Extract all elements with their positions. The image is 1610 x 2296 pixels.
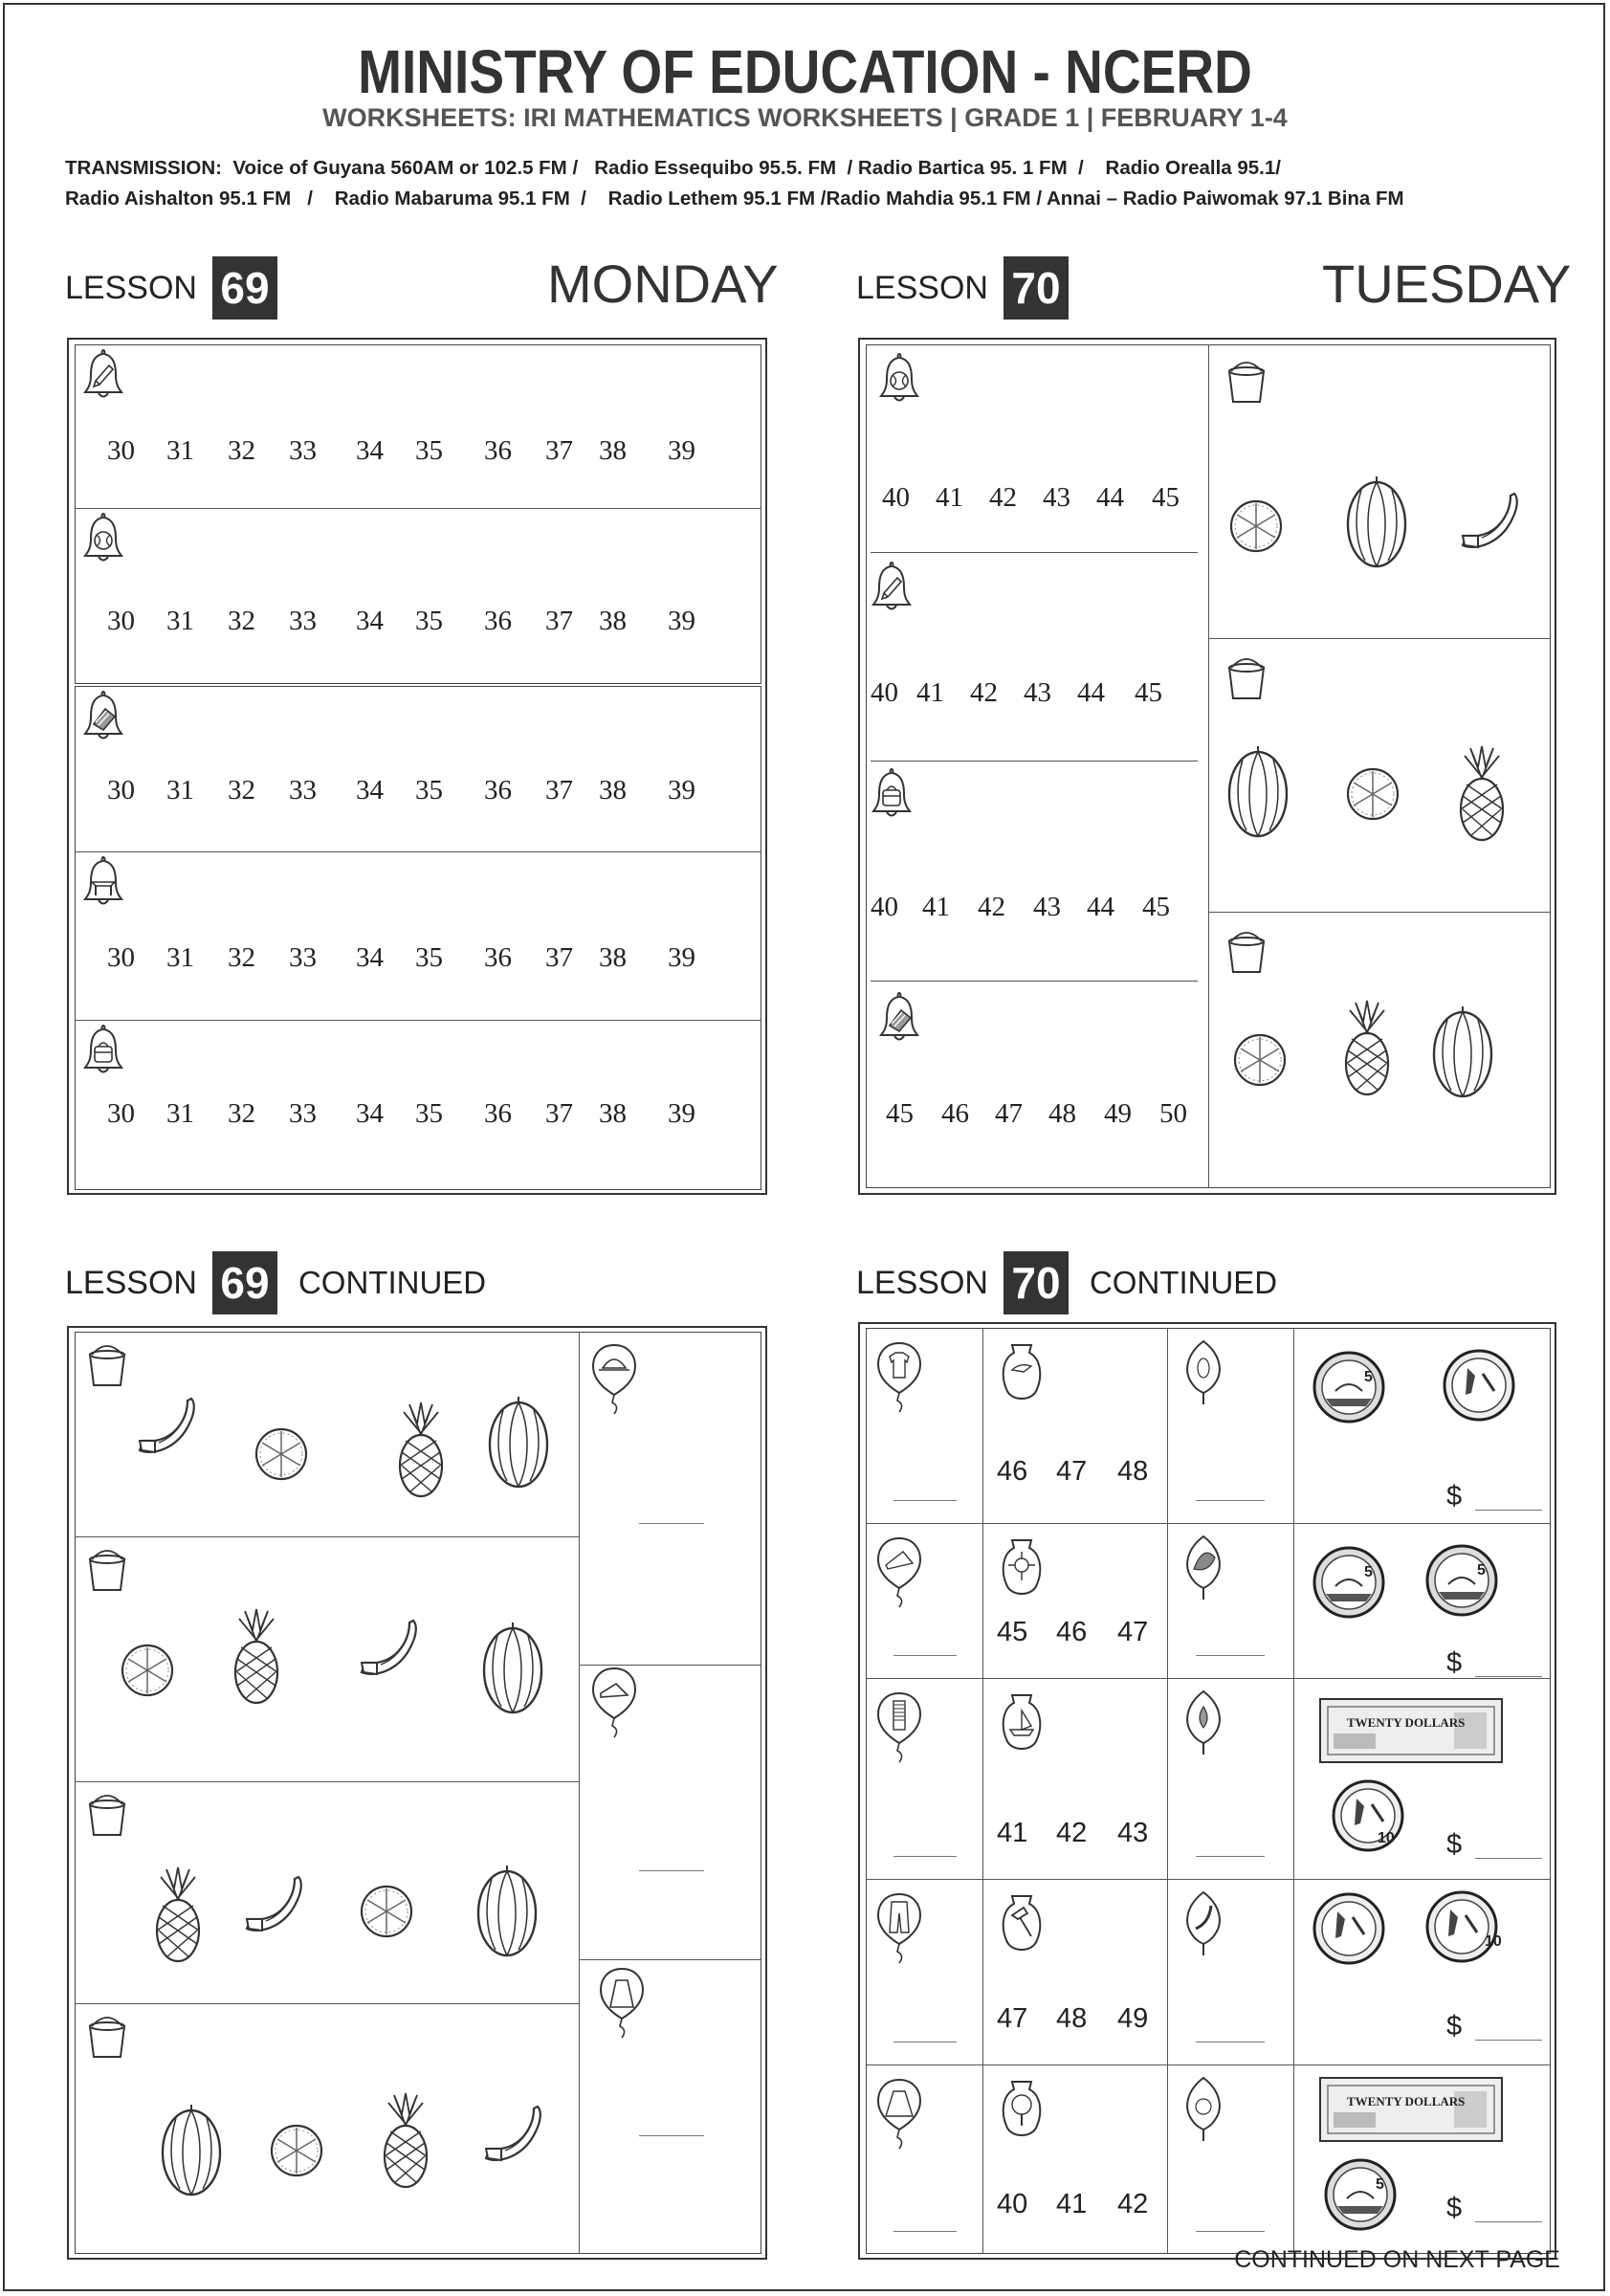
number-choice[interactable]: 33: [289, 942, 317, 973]
answer-blank[interactable]: [1196, 2231, 1265, 2232]
orange-icon: [1231, 501, 1281, 551]
row-divider: [75, 2003, 579, 2004]
balloon-shoe-icon: [876, 1536, 924, 1613]
number-choice[interactable]: 39: [668, 606, 695, 636]
number-choice[interactable]: 39: [668, 1098, 695, 1129]
money-row-2: [1309, 1542, 1538, 1628]
melon-icon: [163, 2105, 220, 2195]
number-choice[interactable]: 41: [1056, 2189, 1088, 2219]
lesson-number: 70: [1003, 1251, 1069, 1314]
banana-icon: [1463, 494, 1517, 547]
coin-rice-harvest: [1314, 1894, 1383, 1963]
number-choice[interactable]: 39: [668, 775, 695, 806]
bucket-icon: [90, 1796, 124, 1835]
leaf-orange-icon: [1180, 2076, 1228, 2145]
money-row-3: [1320, 1699, 1511, 1871]
number-choice[interactable]: 45: [886, 1098, 914, 1129]
coin-value: 10: [1485, 1933, 1502, 1950]
number-choice[interactable]: 45: [1142, 892, 1170, 922]
number-choice[interactable]: 35: [415, 775, 443, 806]
answer-blank[interactable]: [1196, 1856, 1265, 1857]
lesson-label: LESSON: [65, 1264, 197, 1301]
coin-rice-harvest: [1445, 1351, 1513, 1420]
pineapple-icon: [235, 1609, 277, 1703]
number-choice[interactable]: 35: [415, 1098, 443, 1129]
page-subtitle: WORKSHEETS: IRI MATHEMATICS WORKSHEETS | GRADE 1 | FEBRUARY 1-4: [322, 103, 1288, 132]
number-choice[interactable]: 43: [1117, 1818, 1149, 1848]
number-choice[interactable]: 49: [1117, 2003, 1149, 2034]
number-choice[interactable]: 39: [668, 942, 695, 973]
coin-5-dollar: [1314, 1548, 1383, 1617]
number-choice[interactable]: 37: [545, 775, 573, 806]
row-divider: [871, 552, 1198, 553]
number-choice[interactable]: 42: [970, 677, 998, 708]
banana-icon: [140, 1399, 194, 1452]
answer-blank[interactable]: [893, 2231, 957, 2232]
row-divider: [871, 761, 1198, 762]
melon-icon: [478, 1866, 536, 1955]
number-choice[interactable]: 34: [356, 775, 384, 806]
page-title: MINISTRY OF EDUCATION - NCERD: [358, 37, 1252, 106]
lesson-number: 69: [212, 256, 277, 320]
money-row-5: [1320, 2078, 1511, 2250]
note-label: TWENTY DOLLARS: [1347, 1715, 1466, 1730]
coin-value: 5: [1376, 2176, 1384, 2193]
number-choice[interactable]: 36: [484, 942, 512, 973]
number-choice[interactable]: 41: [922, 892, 950, 922]
bell-crayon-icon: [871, 559, 918, 618]
fruit-row-2: [80, 1542, 573, 1777]
column-divider: [982, 1328, 983, 2254]
answer-blank[interactable]: [639, 1870, 704, 1871]
bucket-icon: [90, 2018, 124, 2057]
row-divider: [866, 2064, 1551, 2065]
number-choice[interactable]: 47: [1056, 1456, 1088, 1487]
number-choice[interactable]: 48: [1117, 1456, 1149, 1487]
row-divider: [871, 981, 1198, 982]
column-divider: [1167, 1328, 1168, 2254]
number-choice[interactable]: 31: [166, 942, 194, 973]
number-choice[interactable]: 37: [545, 1098, 573, 1129]
fruit-row-3: [80, 1787, 573, 1999]
melon-icon: [484, 1623, 541, 1712]
balloon-hat-icon: [591, 1343, 649, 1429]
melon-icon: [1229, 746, 1287, 836]
bucket-icon: [1229, 363, 1264, 402]
number-choice[interactable]: 32: [228, 942, 255, 973]
money-answer-blank[interactable]: [1475, 1510, 1542, 1511]
row-divider: [75, 508, 761, 509]
lesson-label: LESSON: [856, 269, 988, 306]
pineapple-icon: [385, 2093, 427, 2187]
orange-icon: [122, 1645, 172, 1695]
bell-ball-icon: [82, 510, 130, 569]
day-tuesday: TUESDAY: [1322, 254, 1572, 314]
number-choice[interactable]: 44: [1096, 482, 1124, 513]
number-choice[interactable]: 44: [1087, 892, 1114, 922]
number-choice[interactable]: 36: [484, 606, 512, 636]
number-choice[interactable]: 47: [995, 1098, 1023, 1129]
row-divider: [75, 1781, 579, 1782]
number-choice[interactable]: 30: [107, 435, 135, 466]
fruit-panel-2: [1220, 651, 1545, 909]
pineapple-icon: [1346, 1001, 1388, 1094]
bucket-icon: [90, 1551, 124, 1590]
number-choice[interactable]: 32: [228, 435, 255, 466]
continued-label: CONTINUED: [298, 1265, 487, 1300]
banana-icon: [362, 1621, 416, 1674]
orange-icon: [272, 2126, 321, 2175]
note-label: TWENTY DOLLARS: [1347, 2094, 1466, 2108]
number-choice[interactable]: 35: [415, 942, 443, 973]
row-divider: [1208, 912, 1551, 913]
number-choice[interactable]: 43: [1024, 677, 1051, 708]
number-choice[interactable]: 31: [166, 775, 194, 806]
number-choice[interactable]: 37: [545, 435, 573, 466]
lesson-69-header: [65, 256, 277, 320]
bucket-icon: [1229, 933, 1264, 972]
number-choice[interactable]: 38: [599, 942, 627, 973]
number-choice[interactable]: 42: [978, 892, 1005, 922]
number-choice[interactable]: 45: [997, 1617, 1028, 1647]
number-choice[interactable]: 36: [484, 435, 512, 466]
number-choice[interactable]: 49: [1104, 1098, 1132, 1129]
dollar-sign: $: [1446, 2193, 1463, 2223]
number-choice[interactable]: 43: [1033, 892, 1061, 922]
pineapple-icon: [400, 1402, 442, 1496]
bell-bag-icon: [82, 1022, 130, 1081]
dollar-sign: $: [1446, 2011, 1463, 2042]
vase-boat-icon: [999, 1693, 1047, 1753]
number-choice[interactable]: 32: [228, 606, 255, 636]
column-divider: [579, 1332, 580, 2254]
row-divider: [579, 1959, 761, 1960]
dollar-sign: $: [1446, 1829, 1463, 1860]
column-divider: [1293, 1328, 1294, 2254]
number-choice[interactable]: 39: [668, 435, 695, 466]
money-row-1: [1309, 1347, 1538, 1433]
twenty-dollar-note: [1320, 1699, 1502, 1762]
banana-icon: [247, 1877, 301, 1931]
number-choice[interactable]: 33: [289, 606, 317, 636]
column-divider: [1208, 344, 1209, 1188]
vase-bird-icon: [999, 1343, 1047, 1402]
number-choice[interactable]: 31: [166, 435, 194, 466]
bell-bag-icon: [871, 765, 918, 825]
transmission-line-1: TRANSMISSION: Voice of Guyana 560AM or 102.5 FM / Radio Essequibo 95.5. FM / Radio Bartica 95. 1 FM / Radio Orealla 95.1/: [65, 157, 1281, 179]
number-choice[interactable]: 36: [484, 1098, 512, 1129]
number-choice[interactable]: 45: [1135, 677, 1162, 708]
row-divider: [75, 1020, 761, 1021]
number-choice[interactable]: 44: [1077, 677, 1105, 708]
number-choice[interactable]: 37: [545, 942, 573, 973]
fruit-row-1: [80, 1337, 573, 1534]
lesson-70-continued-header: [856, 1251, 1277, 1314]
coin-value: 5: [1477, 1562, 1486, 1578]
number-choice[interactable]: 38: [599, 606, 627, 636]
number-choice[interactable]: 48: [1048, 1098, 1076, 1129]
balloon-shoe-icon: [591, 1667, 649, 1753]
lesson-label: LESSON: [65, 269, 197, 306]
orange-icon: [1348, 769, 1398, 819]
bell-table-icon: [82, 853, 130, 913]
bell-book-icon: [878, 989, 926, 1049]
money-row-4: [1309, 1888, 1538, 1984]
number-choice[interactable]: 34: [356, 942, 384, 973]
answer-blank[interactable]: [639, 2135, 704, 2136]
balloon-shirt-icon: [876, 1341, 924, 1418]
lesson-label: LESSON: [856, 1264, 988, 1301]
answer-blank[interactable]: [893, 1856, 957, 1857]
number-choice[interactable]: 41: [997, 1818, 1028, 1848]
leaf-drop-icon: [1180, 1689, 1228, 1758]
number-choice[interactable]: 43: [1043, 482, 1070, 513]
coin-5-dollar: [1326, 2160, 1395, 2229]
number-choice[interactable]: 38: [599, 1098, 627, 1129]
bell-book-icon: [82, 688, 130, 747]
day-monday: MONDAY: [547, 254, 779, 314]
dollar-sign: $: [1446, 1481, 1463, 1512]
pineapple-icon: [157, 1867, 199, 1961]
number-choice[interactable]: 35: [415, 435, 443, 466]
answer-blank[interactable]: [1196, 1655, 1265, 1656]
number-choice[interactable]: 32: [228, 1098, 255, 1129]
number-choice[interactable]: 30: [107, 1098, 135, 1129]
lesson-69-continued-header: [65, 1251, 486, 1314]
balloon-skirt-icon: [876, 2078, 924, 2154]
number-choice[interactable]: 42: [1117, 2189, 1149, 2219]
row-divider: [866, 1523, 1551, 1524]
answer-blank[interactable]: [639, 1523, 704, 1524]
number-choice[interactable]: 30: [107, 775, 135, 806]
coin-value: 5: [1364, 1369, 1373, 1385]
number-choice[interactable]: 34: [356, 1098, 384, 1129]
number-choice[interactable]: 50: [1159, 1098, 1187, 1129]
orange-icon: [362, 1887, 411, 1936]
number-choice[interactable]: 40: [882, 482, 910, 513]
number-choice[interactable]: 30: [107, 942, 135, 973]
number-choice[interactable]: 33: [289, 435, 317, 466]
number-choice[interactable]: 34: [356, 435, 384, 466]
leaf-melon-icon: [1180, 1534, 1228, 1603]
money-answer-blank[interactable]: [1475, 2040, 1542, 2041]
number-choice[interactable]: 37: [545, 606, 573, 636]
number-choice[interactable]: 30: [107, 606, 135, 636]
number-choice[interactable]: 46: [1056, 1617, 1088, 1647]
bucket-icon: [90, 1346, 124, 1385]
number-choice[interactable]: 40: [871, 677, 898, 708]
dollar-sign: $: [1446, 1647, 1463, 1678]
number-choice[interactable]: 31: [166, 1098, 194, 1129]
bell-ball-icon: [878, 350, 926, 409]
lesson-70-header: [856, 256, 1069, 320]
bucket-icon: [1229, 659, 1264, 698]
number-choice[interactable]: 41: [916, 677, 944, 708]
lesson-number: 70: [1003, 256, 1069, 320]
continued-label: CONTINUED: [1089, 1265, 1278, 1300]
coin-5-dollar: [1427, 1546, 1496, 1615]
pineapple-icon: [1461, 746, 1503, 840]
fruit-row-4: [80, 2009, 573, 2248]
balloon-dress-icon: [599, 1967, 656, 2053]
vase-tool-icon: [999, 1894, 1047, 1954]
row-divider: [1208, 638, 1551, 639]
twenty-dollar-note: [1320, 2078, 1502, 2141]
fruit-panel-3: [1220, 924, 1545, 1182]
number-choice[interactable]: 47: [1117, 1617, 1149, 1647]
number-choice[interactable]: 47: [997, 2003, 1028, 2034]
money-answer-blank[interactable]: [1475, 1676, 1542, 1677]
banana-icon: [486, 2107, 540, 2160]
number-choice[interactable]: 35: [415, 606, 443, 636]
number-choice[interactable]: 40: [871, 892, 898, 922]
number-choice[interactable]: 38: [599, 435, 627, 466]
orange-icon: [256, 1429, 306, 1479]
leaf-banana-icon: [1180, 1890, 1228, 1959]
number-choice[interactable]: 48: [1056, 2003, 1088, 2034]
balloon-comb-icon: [876, 1691, 924, 1768]
answer-blank[interactable]: [893, 1500, 957, 1501]
continued-footer: CONTINUED ON NEXT PAGE: [1234, 2246, 1560, 2273]
number-choice[interactable]: 34: [356, 606, 384, 636]
number-choice[interactable]: 40: [997, 2189, 1028, 2219]
fruit-panel-1: [1220, 354, 1545, 631]
melon-icon: [1434, 1006, 1491, 1096]
number-choice[interactable]: 46: [997, 1456, 1028, 1487]
number-choice[interactable]: 42: [989, 482, 1017, 513]
number-choice[interactable]: 41: [936, 482, 963, 513]
coin-5-dollar: [1314, 1353, 1383, 1422]
vase-tree-icon: [999, 2080, 1047, 2139]
number-choice[interactable]: 42: [1056, 1818, 1088, 1848]
vase-flower-icon: [999, 1538, 1047, 1598]
number-choice[interactable]: 38: [599, 775, 627, 806]
melon-icon: [490, 1397, 547, 1487]
bell-crayon-icon: [82, 346, 130, 406]
orange-icon: [1235, 1035, 1285, 1085]
number-choice[interactable]: 33: [289, 1098, 317, 1129]
number-choice[interactable]: 33: [289, 775, 317, 806]
row-divider: [75, 1536, 579, 1537]
number-choice[interactable]: 31: [166, 606, 194, 636]
transmission-line-2: Radio Aishalton 95.1 FM / Radio Mabaruma 95.1 FM / Radio Lethem 95.1 FM /Radio Mahdia 95.1 FM / Annai – Radio Paiwomak 97.1 Bina FM: [65, 188, 1404, 210]
row-divider: [579, 1665, 761, 1666]
coin-value: 5: [1364, 1564, 1373, 1580]
coin-gold-miner: [1427, 1892, 1496, 1961]
melon-icon: [1348, 476, 1405, 566]
number-choice[interactable]: 46: [941, 1098, 969, 1129]
leaf-pineapple-icon: [1180, 1339, 1228, 1408]
number-choice[interactable]: 45: [1152, 482, 1180, 513]
lesson-number: 69: [212, 1251, 277, 1314]
answer-blank[interactable]: [1196, 1500, 1265, 1501]
number-choice[interactable]: 32: [228, 775, 255, 806]
coin-value: 10: [1378, 1830, 1395, 1846]
row-divider: [75, 851, 761, 852]
row-divider: [866, 1879, 1551, 1880]
balloon-pants-icon: [876, 1892, 924, 1969]
answer-blank[interactable]: [893, 1655, 957, 1656]
number-choice[interactable]: 36: [484, 775, 512, 806]
